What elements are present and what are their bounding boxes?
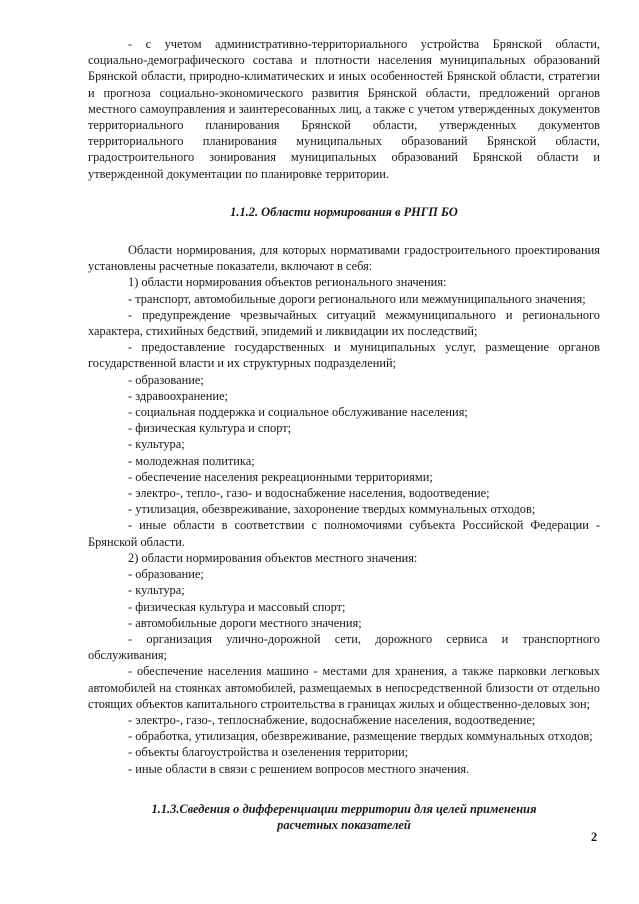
- local-list-item: - образование;: [128, 567, 204, 582]
- regional-list-item: - утилизация, обезвреживание, захоронение твердых коммунальных отходов;: [128, 502, 536, 517]
- regional-list-item: - электро-, тепло-, газо- и водоснабжение населения, водоотведение;: [128, 486, 490, 501]
- local-list-item: - обеспечение населения машино - местами для хранения, а также парковки легковых автомобилей на стоянках автомобилей, размещаемых в непосредственной близости от отдельно стоящих объектов капитального строительства в границах жилых и общественно-деловых зон;: [88, 664, 600, 711]
- intro-paragraph: - с учетом административно-территориального устройства Брянской области, социально-демографического состава и плотности населения муниципальных образований Брянской области, природно-климатических и иных особенностей Брянской области, стратегии и прогноза социально-экономического развития Брянской области, предложений органов местного самоуправления и заинтересованных лиц, а также с учетом утвержденных документов территориального планирования Брянской области, утвержденных документов территориального планирования муниципальных образований Брянской области, градостроительного зонирования муниципальных образований Брянской области и утвержденной документации по планировке территории.: [88, 37, 600, 181]
- regional-list-item: - физическая культура и спорт;: [128, 421, 292, 436]
- regional-list-item: - предоставление государственных и муниципальных услуг, размещение органов государственной власти и их структурных подразделений;: [88, 340, 600, 371]
- lead-paragraph: Области нормирования, для которых нормативами градостроительного проектирования установлены расчетные показатели, включают в себя:: [88, 243, 600, 274]
- regional-list-item: - обеспечение населения рекреационными территориями;: [128, 469, 433, 484]
- regional-list-item: - молодежная политика;: [128, 453, 255, 468]
- regional-list-title: 1) области нормирования объектов регионального значения:: [128, 275, 447, 290]
- section-heading-line-2: расчетных показателей: [277, 818, 411, 833]
- local-list-item: - электро-, газо-, теплоснабжение, водоснабжение населения, водоотведение;: [128, 712, 536, 727]
- regional-list-item: - транспорт, автомобильные дороги регионального или межмуниципального значения;: [128, 291, 586, 306]
- local-list-item: - иные области в связи с решением вопросов местного значения.: [128, 761, 470, 776]
- regional-list-item: - культура;: [128, 437, 185, 452]
- regional-list-item: - образование;: [128, 372, 204, 387]
- local-list-item: - обработка, утилизация, обезвреживание, размещение твердых коммунальных отходов;: [128, 729, 593, 744]
- regional-list-item: - социальная поддержка и социальное обслуживание населения;: [128, 405, 468, 420]
- page-content: [88, 36, 600, 834]
- regional-list-item: - здравоохранение;: [128, 388, 228, 403]
- regional-list-item: - иные области в соответствии с полномочиями субъекта Российской Федерации - Брянской области.: [88, 518, 600, 549]
- local-list-item: - объекты благоустройства и озеленения территории;: [128, 745, 409, 760]
- page-number: 2: [591, 830, 598, 844]
- local-list-item: - организация улично-дорожной сети, дорожного сервиса и транспортного обслуживания;: [88, 631, 600, 663]
- local-list-item: - физическая культура и массовый спорт;: [128, 599, 346, 614]
- local-list-item: - автомобильные дороги местного значения;: [128, 615, 362, 630]
- section-heading-line-1: 1.1.3.Сведения о дифференциации территории для целей применения: [151, 801, 537, 816]
- section-heading-1-1-2: 1.1.2. Области нормирования в РНГП БО: [230, 204, 458, 219]
- section-heading-1-1-3: [88, 801, 600, 834]
- regional-list-item: - предупреждение чрезвычайных ситуаций межмуниципального и регионального характера, стихийных бедствий, эпидемий и ликвидации их последствий;: [88, 307, 600, 339]
- local-list-item: - культура;: [128, 583, 185, 598]
- local-list-title: 2) области нормирования объектов местного значения:: [128, 550, 418, 565]
